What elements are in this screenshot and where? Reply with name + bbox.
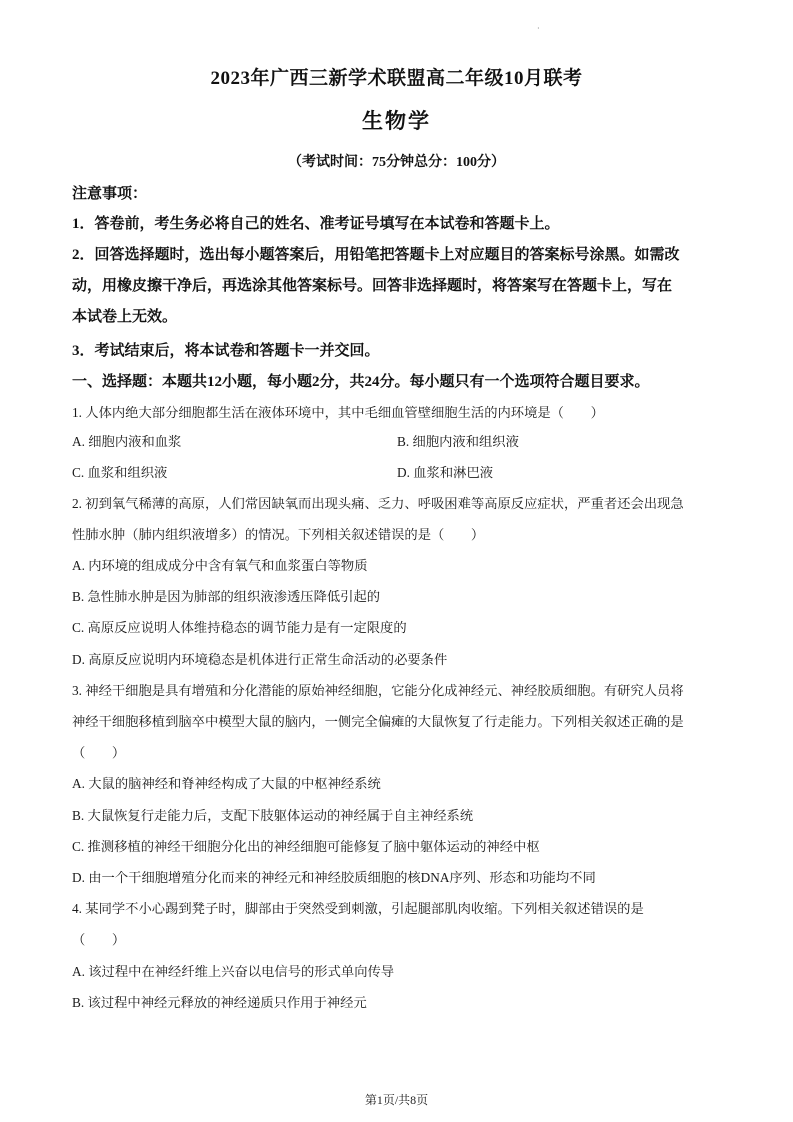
- exam-title: 2023年广西三新学术联盟高二年级10月联考: [210, 68, 583, 89]
- question-3-option-c: C. 推测移植的神经干细胞分化出的神经细胞可能修复了脑中躯体运动的神经中枢: [72, 839, 540, 854]
- question-4-option-b: B. 该过程中神经元释放的神经递质只作用于神经元: [72, 995, 367, 1010]
- question-4-stem-line-2: （ ）: [72, 932, 126, 947]
- question-2-option-d: D. 高原反应说明内环境稳态是机体进行正常生命活动的必要条件: [72, 652, 448, 667]
- notice-heading: 注意事项：: [72, 186, 148, 202]
- question-3-option-d: D. 由一个干细胞增殖分化而来的神经元和神经胶质细胞的核DNA序列、形态和功能均不同: [72, 870, 596, 885]
- question-4-stem-line-1: 4. 某同学不小心踢到凳子时，脚部由于突然受到刺激，引起腿部肌肉收缩。下列相关叙述错误的是: [72, 901, 644, 916]
- notice-line-2: 2．回答选择题时，选出每小题答案后，用铅笔把答题卡上对应题目的答案标号涂黑。如需改: [72, 247, 680, 263]
- question-3-stem-line-3: （ ）: [72, 745, 126, 760]
- question-3-option-a: A. 大鼠的脑神经和脊神经构成了大鼠的中枢神经系统: [72, 776, 381, 791]
- section-heading: 一、选择题：本题共12小题，每小题2分，共24分。每小题只有一个选项符合题目要求。: [72, 374, 650, 390]
- notice-line-4: 本试卷上无效。: [72, 309, 178, 325]
- question-3-option-b: B. 大鼠恢复行走能力后，支配下肢躯体运动的神经属于自主神经系统: [72, 808, 474, 823]
- question-1-option-c: C. 血浆和组织液: [72, 465, 168, 480]
- question-1-option-a: A. 细胞内液和血浆: [72, 434, 182, 449]
- question-3-stem-line-2: 神经干细胞移植到脑卒中模型大鼠的脑内，一侧完全偏瘫的大鼠恢复了行走能力。下列相关叙述正确的是: [72, 714, 684, 729]
- question-3-stem-line-1: 3. 神经干细胞是具有增殖和分化潜能的原始神经细胞，它能分化成神经元、神经胶质细胞。有研究人员将: [72, 683, 684, 698]
- question-1-stem: 1. 人体内绝大部分细胞都生活在液体环境中，其中毛细血管壁细胞生活的内环境是（ ）: [72, 405, 604, 420]
- corner-dot: ·: [537, 24, 540, 33]
- question-2-stem-line-2: 性肺水肿（肺内组织液增多）的情况。下列相关叙述错误的是（ ）: [72, 527, 485, 542]
- question-4-option-a: A. 该过程中在神经纤维上兴奋以电信号的形式单向传导: [72, 964, 395, 979]
- notice-line-3: 动，用橡皮擦干净后，再选涂其他答案标号。回答非选择题时，将答案写在答题卡上，写在: [72, 278, 673, 294]
- question-2-stem-line-1: 2. 初到氧气稀薄的高原，人们常因缺氧而出现头痛、乏力、呼吸困难等高原反应症状，严重者还会出现急: [72, 496, 684, 511]
- notice-line-1: 1．答卷前，考生务必将自己的姓名、准考证号填写在本试卷和答题卡上。: [72, 216, 560, 232]
- exam-time-info: （考试时间：75分钟总分：100分）: [288, 155, 505, 170]
- notice-line-5: 3．考试结束后，将本试卷和答题卡一并交回。: [72, 343, 380, 359]
- page-number: 第1页/共8页: [364, 1093, 429, 1107]
- question-2-option-c: C. 高原反应说明人体维持稳态的调节能力是有一定限度的: [72, 620, 407, 635]
- question-1-option-b: B. 细胞内液和组织液: [397, 434, 519, 449]
- question-1-option-d: D. 血浆和淋巴液: [397, 465, 494, 480]
- exam-subject: 生物学: [362, 109, 431, 133]
- question-2-option-a: A. 内环境的组成成分中含有氧气和血浆蛋白等物质: [72, 558, 368, 573]
- question-2-option-b: B. 急性肺水肿是因为肺部的组织液渗透压降低引起的: [72, 589, 381, 604]
